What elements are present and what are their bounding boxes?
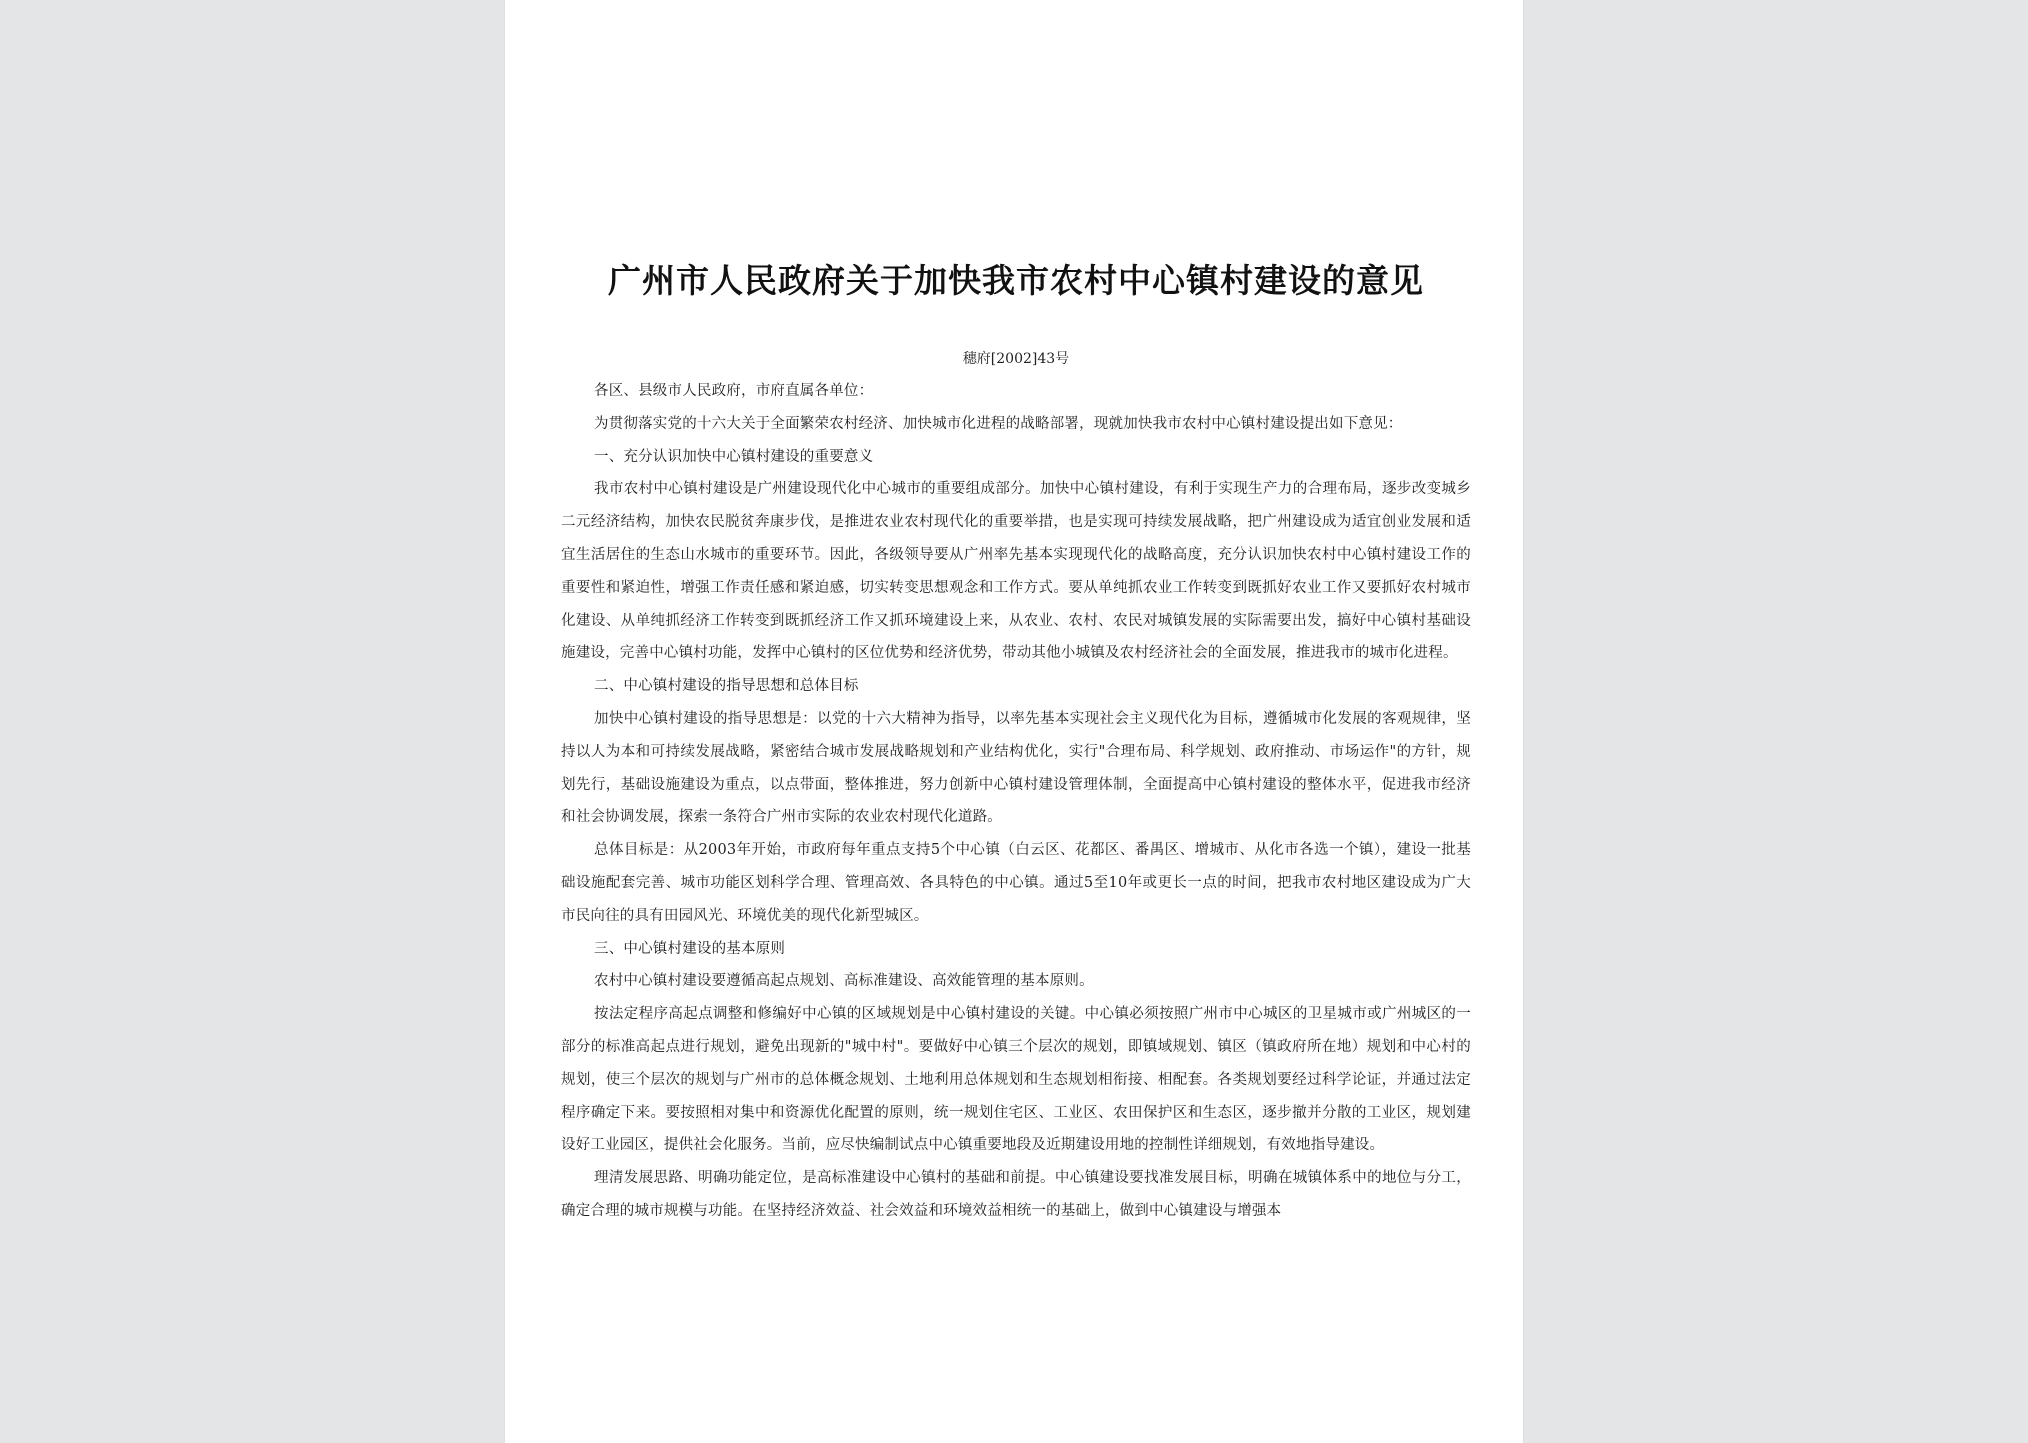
body-paragraph: 总体目标是：从2003年开始，市政府每年重点支持5个中心镇（白云区、花都区、番禺区、增城市、从化市各选一个镇），建设一批基础设施配套完善、城市功能区划科学合理、管理高效、各具特色的中心镇。通过5至10年或更长一点的时间，把我市农村地区建设成为广大市民向往的具有田园风光、环境优美的现代化新型城区。 (561, 842, 1471, 924)
document-title: 广州市人民政府关于加快我市农村中心镇村建设的意见 (608, 261, 1424, 300)
body-paragraph: 按法定程序高起点调整和修编好中心镇的区域规划是中心镇村建设的关键。中心镇必须按照广州市中心城区的卫星城市或广州城区的一部分的标准高起点进行规划，避免出现新的"城中村"。要做好中心镇三个层次的规划，即镇域规划、镇区（镇政府所在地）规划和中心村的规划，使三个层次的规划与广州市的总体概念规划、土地利用总体规划和生态规划相衔接、相配套。各类规划要经过科学论证，并通过法定程序确定下来。要按照相对集中和资源优化配置的原则，统一规划住宅区、工业区、农田保护区和生态区，逐步撤并分散的工业区，规划建设好工业园区，提供社会化服务。当前，应尽快编制试点中心镇重要地段及近期建设用地的控制性详细规划，有效地指导建设。 (561, 1006, 1471, 1154)
section-heading-3: 三、中心镇村建设的基本原则 (594, 940, 786, 957)
body-paragraph: 农村中心镇村建设要遵循高起点规划、高标准建设、高效能管理的基本原则。 (594, 973, 1094, 990)
addressee-line: 各区、县级市人民政府，市府直属各单位： (594, 383, 874, 399)
body-paragraph: 加快中心镇村建设的指导思想是：以党的十六大精神为指导，以率先基本实现社会主义现代化为目标，遵循城市化发展的客观规律，坚持以人为本和可持续发展战略，紧密结合城市发展战略规划和产业结构优化，实行"合理布局、科学规划、政府推动、市场运作"的方针，规划先行，基础设施建设为重点，以点带面，整体推进，努力创新中心镇村建设管理体制，全面提高中心镇村建设的整体水平，促进我市经济和社会协调发展，探索一条符合广州市实际的农业农村现代化道路。 (561, 710, 1471, 826)
body-paragraph: 我市农村中心镇村建设是广州建设现代化中心城市的重要组成部分。加快中心镇村建设，有利于实现生产力的合理布局，逐步改变城乡二元经济结构，加快农民脱贫奔康步伐，是推进农业农村现代化的重要举措，也是实现可持续发展战略，把广州建设成为适宜创业发展和适宜生活居住的生态山水城市的重要环节。因此，各级领导要从广州率先基本实现现代化的战略高度，充分认识加快农村中心镇村建设工作的重要性和紧迫性，增强工作责任感和紧迫感，切实转变思想观念和工作方式。要从单纯抓农业工作转变到既抓好农业工作又要抓好农村城市化建设、从单纯抓经济工作转变到既抓经济工作又抓环境建设上来，从农业、农村、农民对城镇发展的实际需要出发，搞好中心镇村基础设施建设，完善中心镇村功能，发挥中心镇村的区位优势和经济优势，带动其他小城镇及农村经济社会的全面发展，推进我市的城市化进程。 (561, 481, 1471, 662)
document-number: 穗府[2002]43号 (962, 351, 1070, 367)
section-heading-1: 一、充分认识加快中心镇村建设的重要意义 (594, 448, 874, 465)
page-content (561, 262, 1471, 1228)
body-paragraph: 理清发展思路、明确功能定位，是高标准建设中心镇村的基础和前提。中心镇建设要找准发展目标，明确在城镇体系中的地位与分工，确定合理的城市规模与功能。在坚持经济效益、社会效益和环境效益相统一的基础上，做到中心镇建设与增强本 (561, 1170, 1471, 1219)
intro-paragraph: 为贯彻落实党的十六大关于全面繁荣农村经济、加快城市化进程的战略部署，现就加快我市农村中心镇村建设提出如下意见： (594, 415, 1403, 432)
section-heading-2: 二、中心镇村建设的指导思想和总体目标 (594, 678, 859, 695)
document-page (505, 0, 1523, 1443)
